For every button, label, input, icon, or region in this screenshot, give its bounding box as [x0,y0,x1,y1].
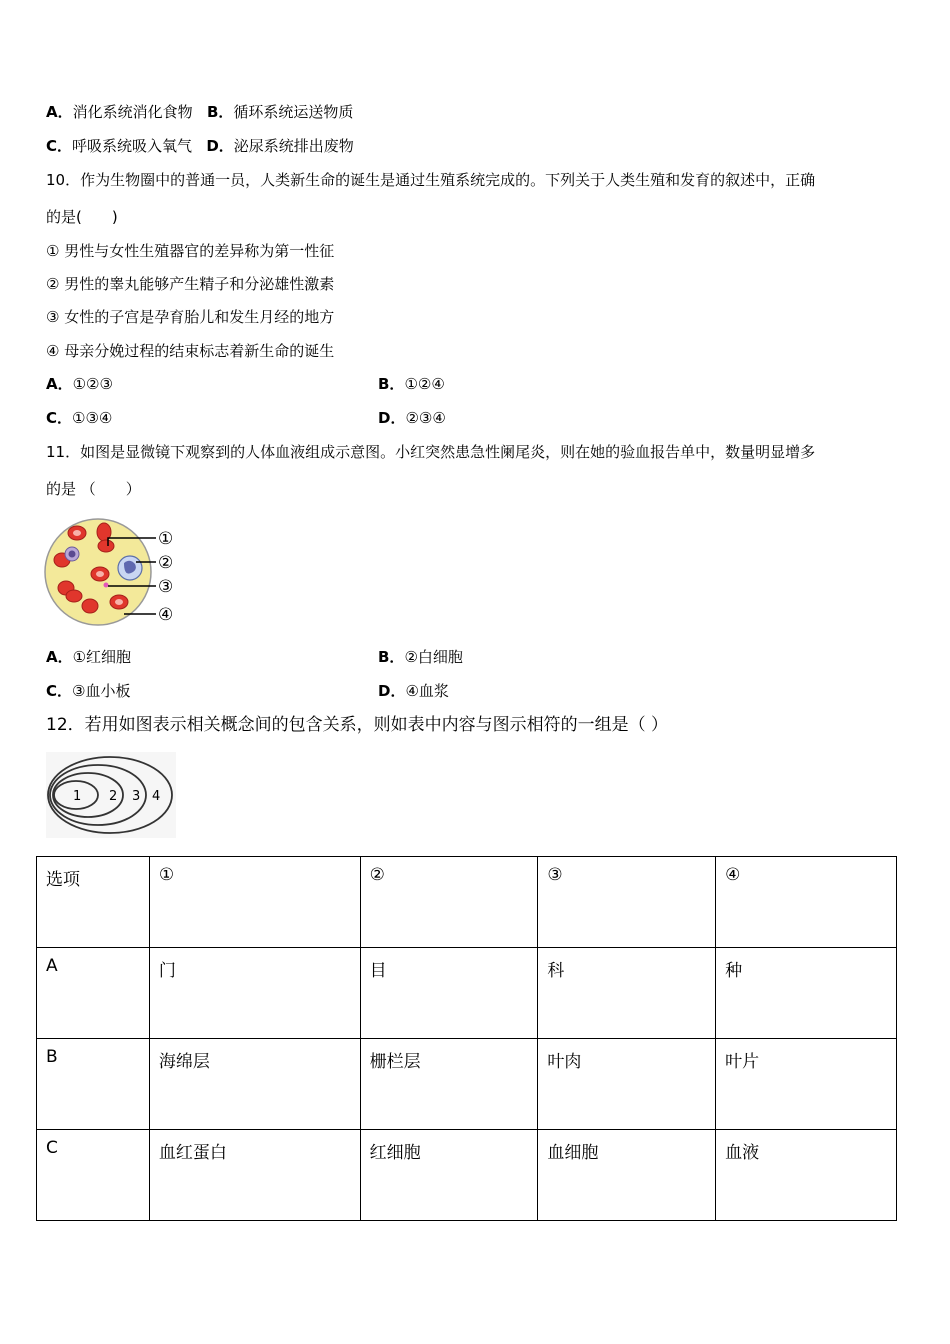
q10-option-d-text: ②③④ [405,409,446,427]
nested-ellipses-figure [46,752,176,838]
table-header-cell: ④ [716,857,897,948]
q11-option-d-label: D． [378,682,406,700]
fig11-label-2: ② [158,553,174,573]
table-header-cell: ① [149,857,360,948]
q11-option-c-label: C． [46,682,73,700]
q9-option-d-text: 泌尿系统排出废物 [233,137,354,155]
q9-option-a-text: 消化系统消化食物 [72,103,193,121]
q10-option-d [378,408,446,428]
q9-option-a-label: A． [46,103,73,121]
table-header-cell: ③ [538,857,716,948]
q11-option-b-label: B． [378,648,405,666]
q9-options-row-2 [46,136,354,156]
table-cell: 红细胞 [360,1130,538,1221]
table-cell: A [37,948,150,1039]
q10-option-a [46,374,113,394]
q10-option-d-label: D． [378,409,406,427]
fig11-label-4: ④ [158,605,174,625]
table-row [37,1130,897,1221]
q11-stem-line-2: 的是 （ ） [46,480,141,498]
fig12-label-4: 4 [152,789,161,804]
q11-option-b-text: ②白细胞 [404,648,463,666]
table-cell: 血红蛋白 [149,1130,360,1221]
table-header-cell: ② [360,857,538,948]
table-cell: 血细胞 [538,1130,716,1221]
q10-stem-line-1: 10．作为生物圈中的普通一员，人类新生命的诞生是通过生殖系统完成的。下列关于人类生殖和发育的叙述中，正确 [46,171,816,189]
q9-option-c-text: 呼吸系统吸入氧气 [72,137,193,155]
q11-stem-line-1: 11．如图是显微镜下观察到的人体血液组成示意图。小红突然患急性阑尾炎，则在她的验血报告单中，数量明显增多 [46,443,816,461]
q10-option-c [46,408,112,428]
platelet [104,583,109,588]
q10-statement-1: ① 男性与女性生殖器官的差异称为第一性征 [46,242,335,260]
q11-option-d [378,681,449,701]
q10-option-a-label: A． [46,375,73,393]
fig11-label-3: ③ [158,577,174,597]
table-cell: 叶肉 [538,1039,716,1130]
q9-option-c-label: C． [46,137,73,155]
table-cell: 目 [360,948,538,1039]
q10-statement-3: ③ 女性的子宫是孕育胎儿和发生月经的地方 [46,308,335,326]
fig11-label-1: ① [158,529,174,549]
q10-option-b-text: ①②④ [404,375,445,393]
table-cell: C [37,1130,150,1221]
table-cell: 种 [716,948,897,1039]
table-cell: 科 [538,948,716,1039]
q11-option-c [46,681,130,701]
table-cell: 血液 [716,1130,897,1221]
q11-option-d-text: ④血浆 [405,682,449,700]
blood-smear-figure [44,516,184,628]
table-cell: 门 [149,948,360,1039]
q12-stem: 12．若用如图表示相关概念间的包含关系，则如表中内容与图示相符的一组是（ ） [46,715,669,735]
q10-option-b [378,374,445,394]
q9-option-b-label: B． [206,103,234,121]
q10-statement-2: ② 男性的睾丸能够产生精子和分泌雄性激素 [46,275,335,293]
q10-stem-line-2: 的是( ) [46,208,118,226]
q10-option-b-label: B． [378,375,405,393]
table-cell: B [37,1039,150,1130]
table-header-cell: 选项 [37,857,150,948]
table-header-row [37,857,897,948]
q11-option-a [46,647,131,667]
q11-option-b [378,647,463,667]
table-cell: 海绵层 [149,1039,360,1130]
table-row [37,948,897,1039]
fig12-label-2: 2 [109,789,118,804]
q9-option-b-text: 循环系统运送物质 [233,103,354,121]
q12-options-table [36,856,897,1221]
q10-option-c-text: ①③④ [72,409,113,427]
q10-option-a-text: ①②③ [72,375,113,393]
table-row [37,1039,897,1130]
q11-option-a-label: A． [46,648,73,666]
fig12-label-3: 3 [132,789,141,804]
fig12-label-1: 1 [73,789,82,804]
q10-statement-4: ④ 母亲分娩过程的结束标志着新生命的诞生 [46,342,335,360]
q11-option-c-text: ③血小板 [72,682,131,700]
q10-option-c-label: C． [46,409,73,427]
table-cell: 叶片 [716,1039,897,1130]
q11-option-a-text: ①红细胞 [72,648,132,666]
q9-option-d-label: D． [206,137,234,155]
table-cell: 栅栏层 [360,1039,538,1130]
q9-options-row-1 [46,102,353,122]
